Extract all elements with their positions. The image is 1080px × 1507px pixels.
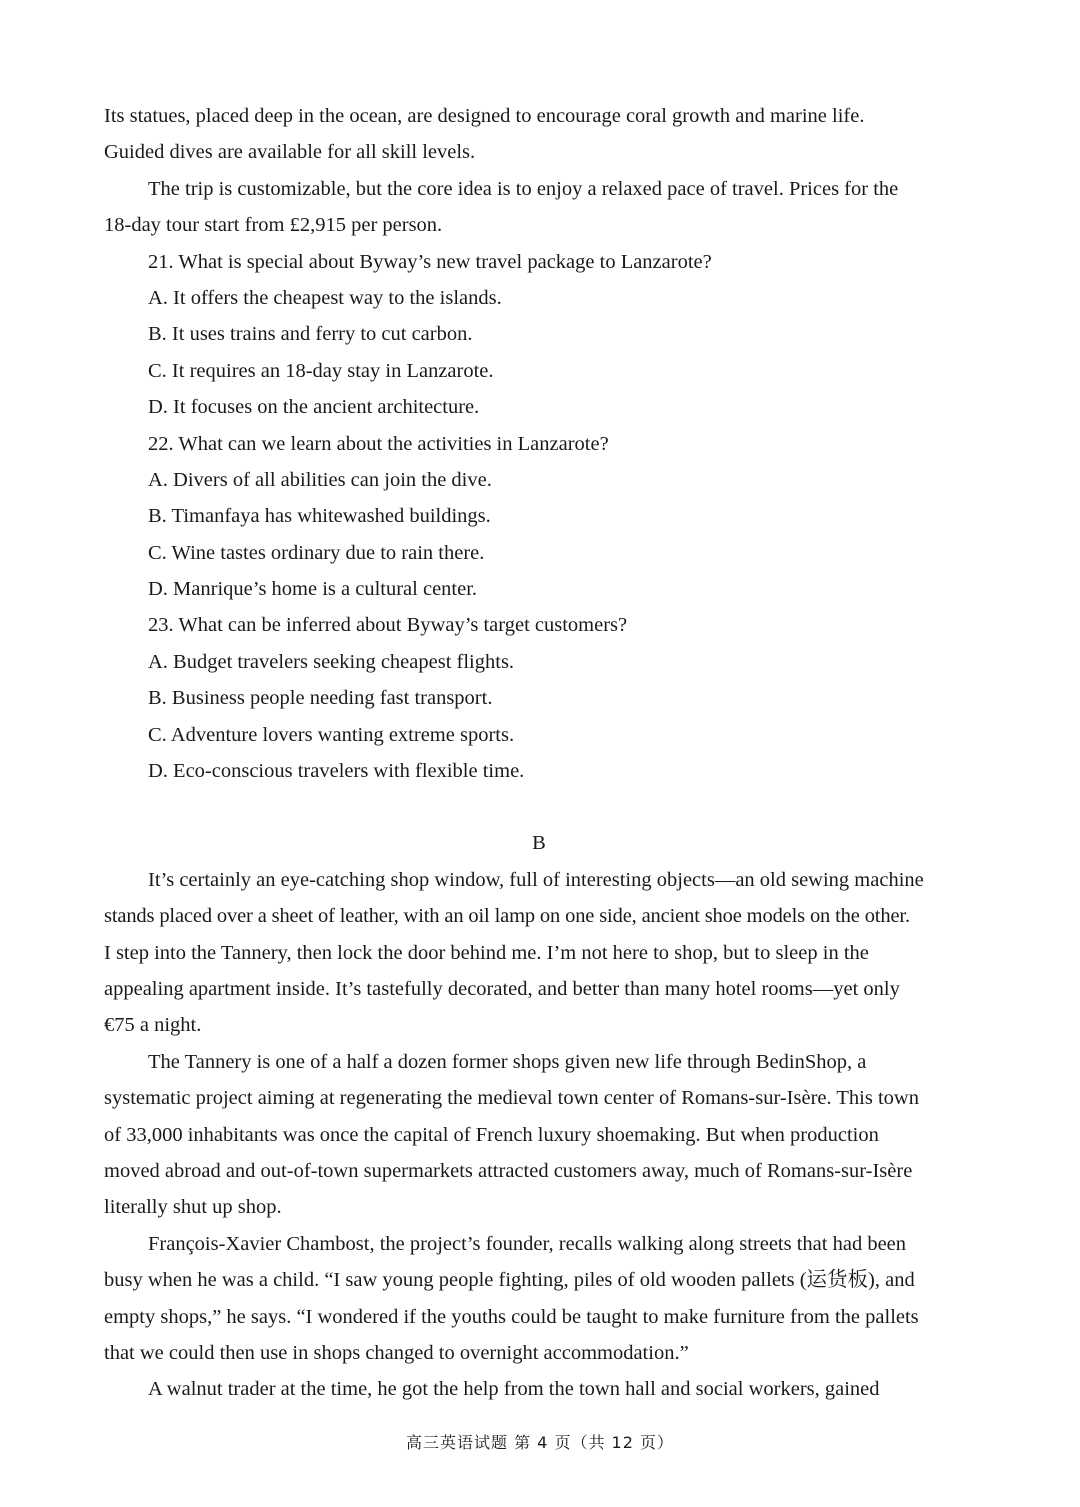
question-21 — [104, 244, 984, 426]
passage-line: that we could then use in shops changed to overnight accommodation.” — [104, 1341, 689, 1364]
answer-option: A. Budget travelers seeking cheapest flights. — [148, 650, 515, 673]
passage-line: busy when he was a child. “I saw young people fighting, piles of old wooden pallets (运货板), and — [104, 1269, 915, 1292]
passage-line: stands placed over a sheet of leather, with an oil lamp on one side, ancient shoe models on the other. — [104, 905, 910, 928]
passage-line: Guided dives are available for all skill levels. — [104, 141, 476, 164]
passage-line: The Tannery is one of a half a dozen former shops given new life through BedinShop, a — [148, 1050, 867, 1073]
passage-line: appealing apartment inside. It’s tastefully decorated, and better than many hotel rooms—yet only — [104, 977, 900, 1000]
passage-line: literally shut up shop. — [104, 1196, 282, 1219]
passage-b — [104, 862, 984, 1408]
answer-option: D. It focuses on the ancient architecture. — [148, 396, 480, 419]
answer-option: C. Wine tastes ordinary due to rain there. — [148, 541, 485, 564]
passage-a-ending — [104, 98, 984, 244]
question-stem: 22. What can we learn about the activities in Lanzarote? — [148, 432, 609, 455]
answer-option: B. Business people needing fast transport. — [148, 687, 493, 710]
question-22 — [104, 426, 984, 608]
answer-option: A. Divers of all abilities can join the dive. — [148, 468, 492, 491]
question-stem: 23. What can be inferred about Byway’s target customers? — [148, 614, 628, 637]
section-heading: B — [532, 832, 546, 855]
passage-line: A walnut trader at the time, he got the help from the town hall and social workers, gained — [148, 1378, 880, 1401]
answer-option: A. It offers the cheapest way to the islands. — [148, 286, 502, 309]
passage-line: The trip is customizable, but the core idea is to enjoy a relaxed pace of travel. Prices for the — [148, 177, 899, 200]
passage-line: moved abroad and out-of-town supermarkets attracted customers away, much of Romans-sur-Isère — [104, 1159, 913, 1182]
passage-line: François-Xavier Chambost, the project’s founder, recalls walking along streets that had been — [148, 1232, 907, 1255]
answer-option: B. It uses trains and ferry to cut carbon. — [148, 323, 473, 346]
page-footer: 高三英语试题 第 4 页（共 12 页） — [406, 1433, 674, 1452]
answer-option: C. Adventure lovers wanting extreme sports. — [148, 723, 515, 746]
question-23 — [104, 607, 984, 789]
answer-option: C. It requires an 18-day stay in Lanzarote. — [148, 359, 494, 382]
passage-line: Its statues, placed deep in the ocean, are designed to encourage coral growth and marine life. — [104, 105, 865, 127]
passage-line: It’s certainly an eye-catching shop window, full of interesting objects—an old sewing machine — [148, 868, 924, 891]
passage-line: €75 a night. — [104, 1014, 202, 1037]
passage-line: empty shops,” he says. “I wondered if the youths could be taught to make furniture from the pallets — [104, 1305, 919, 1328]
answer-option: D. Eco-conscious travelers with flexible time. — [148, 760, 525, 783]
passage-line: 18-day tour start from £2,915 per person. — [104, 214, 443, 237]
question-stem: 21. What is special about Byway’s new travel package to Lanzarote? — [148, 250, 712, 273]
passage-line: I step into the Tannery, then lock the door behind me. I’m not here to shop, but to sleep in the — [104, 941, 869, 964]
passage-line: of 33,000 inhabitants was once the capital of French luxury shoemaking. But when production — [104, 1123, 879, 1146]
exam-page — [104, 98, 984, 1408]
answer-option: B. Timanfaya has whitewashed buildings. — [148, 505, 491, 528]
passage-line: systematic project aiming at regenerating the medieval town center of Romans-sur-Isère. This town — [104, 1087, 919, 1110]
answer-option: D. Manrique’s home is a cultural center. — [148, 578, 478, 601]
